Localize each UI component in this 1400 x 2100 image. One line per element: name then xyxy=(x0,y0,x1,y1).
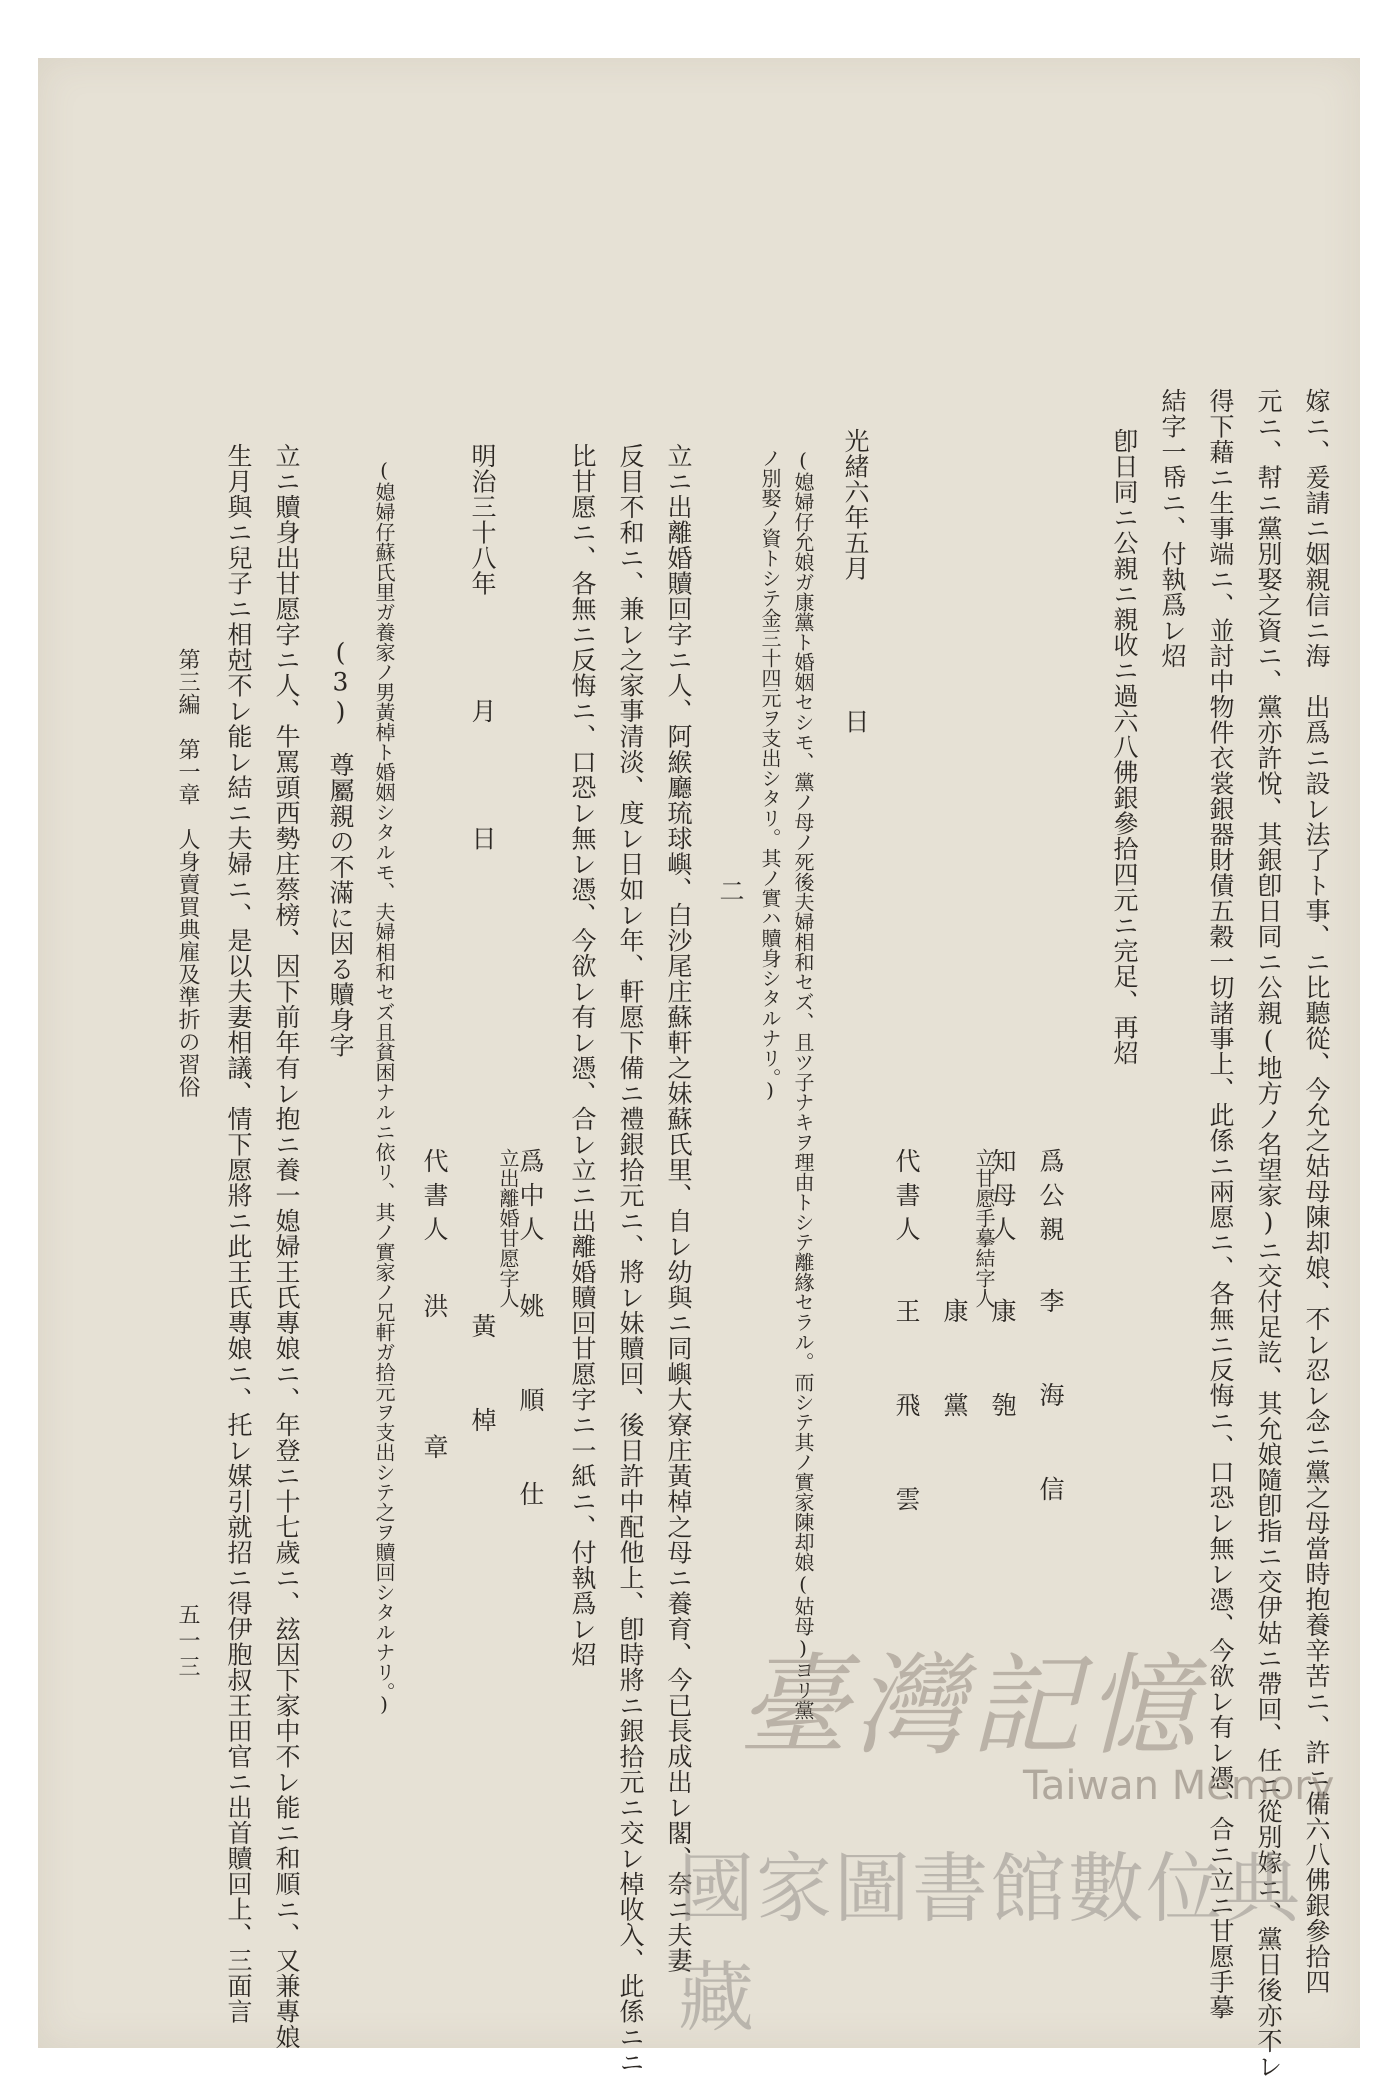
signature-role: 爲公親 xyxy=(1036,1148,1065,1250)
signature-name: 康 黨 xyxy=(940,1298,969,1439)
signature-role: 知母人 xyxy=(988,1148,1017,1250)
signature-role: 代書人 xyxy=(892,1148,921,1250)
signature-role: 爲中人 xyxy=(516,1148,545,1250)
text-column: 卽日同ニ公親ニ親收ニ過六八佛銀參拾四元ニ完足、再炤 xyxy=(1110,428,1139,1066)
chapter-footer: 第三編 第一章 人身賣買典雇及準折の習俗 xyxy=(175,648,200,1098)
watermark-brand: 臺灣記憶 xyxy=(738,1642,1202,1770)
section-number: 二 xyxy=(716,878,745,904)
document-page xyxy=(38,58,1360,2079)
signature-role: 代書人 xyxy=(420,1148,449,1250)
section-heading: (3) 尊屬親の不滿に因る贖身字 xyxy=(326,638,355,1058)
signature-role: 立出離婚甘愿字人 xyxy=(496,1148,520,1308)
signature-role: 立甘愿手摹結字人 xyxy=(972,1148,996,1308)
text-column: 立ニ出離婚贖回字ニ人、阿緱廳琉球嶼、白沙尾庄蘇軒之妹蘇氏里、自レ幼與ニ同嶼大寮庄黃棹之母ニ養育、今已長成出レ閣、奈ニ夫妻 xyxy=(664,443,693,1973)
text-column: 嫁ニ、爰請ニ姻親信ニ海 出爲ニ設レ法了ト事、ニ比聽從、今允之姑母陳却娘、不レ忍レ念ニ黨之母當時抱養辛苦ニ、許ニ備六八佛銀參拾四 xyxy=(1302,388,1331,1995)
date-line: 明治三十八年 月 日 xyxy=(468,443,497,851)
signature-name: 姚 順 仕 xyxy=(516,1293,545,1528)
annotation-note: ノ別娶ノ資トシテ金三十四元ヲ支出シタリ。其ノ實ハ贖身シタルナリ。) xyxy=(758,448,782,1102)
text-column: 立ニ贖身出甘愿字ニ人、牛罵頭西勢庄蔡榜、因下前年有レ抱ニ養一媳婦王氏專娘ニ、年登ニ十七歲ニ、玆因下家中不レ能ニ和順ニ、又兼專娘 xyxy=(272,443,301,2050)
date-line: 光緒六年五月 日 xyxy=(841,428,870,734)
signature-name: 洪 章 xyxy=(420,1293,449,1481)
watermark-english: Taiwan Memory xyxy=(1023,1763,1335,1809)
signature-name: 李 海 信 xyxy=(1036,1288,1065,1523)
signature-name: 黃 棹 xyxy=(468,1313,497,1454)
text-column: 反目不和ニ、兼レ之家事清淡、度レ日如レ年、軒愿下備ニ禮銀拾元ニ、將レ妹贖回、後日許中配他上、卽時將ニ銀拾元ニ交レ棹收入、此係ニニ xyxy=(616,443,645,2075)
signature-name: 康 匏 xyxy=(988,1298,1017,1439)
signature-name: 王 飛 雲 xyxy=(892,1298,921,1533)
watermark-library: 國家圖書館數位典藏 xyxy=(678,1844,1302,2042)
text-column: 比甘愿ニ、各無ニ反悔ニ、口恐レ無レ憑、今欲レ有レ憑、合レ立ニ出離婚贖回甘愿字ニ一紙ニ、付執爲レ炤 xyxy=(568,443,597,1667)
text-column: 元ニ、幇ニ黨別娶之資ニ、黨亦許悅、其銀卽日同ニ公親(地方ノ名望家)ニ交付足訖、其允娘隨卽指ニ交伊姑ニ帶回、任ニ從別嫁ニ、黨日後亦不レ xyxy=(1254,388,1283,2079)
annotation-note: (媳婦仔蘇氏里ガ養家ノ男黃棹ト婚姻シタルモ、夫婦相和セズ且貧困ナルニ依リ、其ノ實家ノ兄軒ガ拾元ヲ支出シテ之ヲ贖回シタルナリ。) xyxy=(372,458,396,1716)
page-number: 五一三 xyxy=(175,1603,200,1681)
annotation-note: (媳婦仔允娘ガ康黨ト婚姻セシモ、黨ノ母ノ死後夫婦相和セズ、且ツ子ナキヲ理由トシテ離緣セラル。而シテ其ノ實家陳却娘(姑母)ヨリ黨 xyxy=(791,448,815,1720)
text-column: 生月與ニ兒子ニ相尅不レ能レ結ニ夫婦ニ、是以夫妻相議、情下愿將ニ此王氏專娘ニ、托レ媒引就招ニ得伊胞叔王田官ニ出首贖回上、三面言 xyxy=(224,443,253,2024)
text-column: 結字一帋ニ、付執爲レ炤 xyxy=(1158,388,1187,669)
text-column: 得下藉ニ生事端ニ、並討中物件衣裳銀器財債五穀一切諸事上、此係ニ兩愿ニ、各無ニ反悔ニ、口恐レ無レ憑、今欲レ有レ憑、合ニ立ニ甘愿手摹 xyxy=(1206,388,1235,2020)
